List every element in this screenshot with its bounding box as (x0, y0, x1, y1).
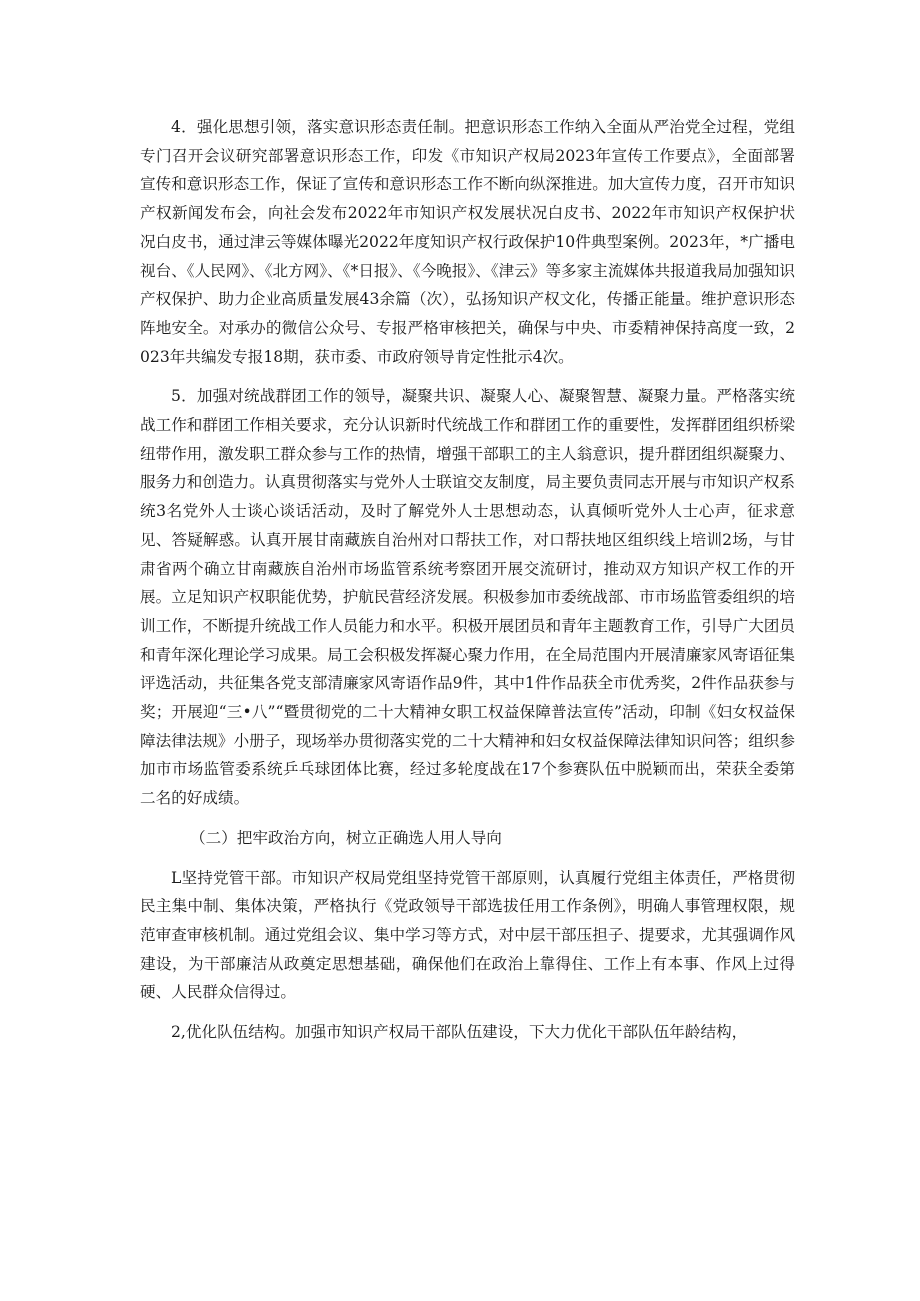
paragraph-ideology-responsibility: 4．强化思想引领，落实意识形态责任制。把意识形态工作纳入全面从严治党全过程，党组专门召开会议研究部署意识形态工作，印发《市知识产权局2023年宣传工作要点》，全面部署宣传和意识形态工作，保证了宣传和意识形态工作不断向纵深推进。加大宣传力度，召开市知识产权新闻发布会，向社会发布2022年市知识产权发展状况白皮书、2022年市知识产权保护状况白皮书，通过津云等媒体曝光2022年度知识产权行政保护10件典型案例。2023年，*广播电视台、《人民网》、《北方网》、《*日报》、《今晚报》、《津云》等多家主流媒体共报道我局加强知识产权保护、助力企业高质量发展43余篇（次），弘扬知识产权文化，传播正能量。维护意识形态阵地安全。对承办的微信公众号、专报严格审核把关，确保与中央、市委精神保持高度一致，2023年共编发专报18期，获市委、市政府领导肯定性批示4次。 (140, 118, 795, 366)
paragraph-united-front-work: 5．加强对统战群团工作的领导，凝聚共识、凝聚人心、凝聚智慧、凝聚力量。严格落实统战工作和群团工作相关要求，充分认识新时代统战工作和群团工作的重要性，发挥群团组织桥梁纽带作用，激发职工群众参与工作的热情，增强干部职工的主人翁意识，提升群团组织凝聚力、服务力和创造力。认真贯彻落实与党外人士联谊交友制度，局主要负责同志开展与市知识产权系统3名党外人士谈心谈话活动，及时了解党外人士思想动态，认真倾听党外人士心声，征求意见、答疑解惑。认真开展甘南藏族自治州对口帮扶工作，对口帮扶地区组织线上培训2场，与甘肃省两个确立甘南藏族自治州市场监管系统考察团开展交流研讨，推动双方知识产权工作的开展。立足知识产权职能优势，护航民营经济发展。积极参加市委统战部、市市场监管委组织的培训工作，不断提升统战工作人员能力和水平。积极开展团员和青年主题教育工作，引导广大团员和青年深化理论学习成果。局工会积极发挥凝心聚力作用，在全局范围内开展清廉家风寄语征集评选活动，共征集各党支部清廉家风寄语作品9件，其中1件作品获全市优秀奖，2件作品获参与奖；开展迎“三•八”“暨贯彻党的二十大精神女职工权益保障普法宣传”活动，印制《妇女权益保障法律法规》小册子，现场举办贯彻落实党的二十大精神和妇女权益保障法律知识问答；组织参加市市场监管委系统乒乓球团体比赛，经过多轮度战在17个参赛队伍中脱颖而出，荣获全委第二名的好成绩。 (140, 387, 795, 808)
section-heading: （二）把牢政治方向，树立正确选人用人导向 (190, 828, 502, 847)
document-body (140, 113, 795, 1058)
paragraph-optimize-team-structure: 2,优化队伍结构。加强市知识产权局干部队伍建设，下大力优化干部队伍年龄结构， (171, 1023, 748, 1042)
paragraph-party-manages-cadres: L坚持党管干部。市知识产权局党组坚持党管干部原则，认真履行党组主体责任，严格贯彻民主集中制、集体决策，严格执行《党政领导干部选拔任用工作条例》，明确人事管理权限，规范审查审核机制。通过党组会议、集中学习等方式，对中层干部压担子、提要求，尤其强调作风建设，为干部廉洁从政奠定思想基础，确保他们在政治上靠得住、工作上有本事、作风上过得硬、人民群众信得过。 (140, 868, 795, 1002)
